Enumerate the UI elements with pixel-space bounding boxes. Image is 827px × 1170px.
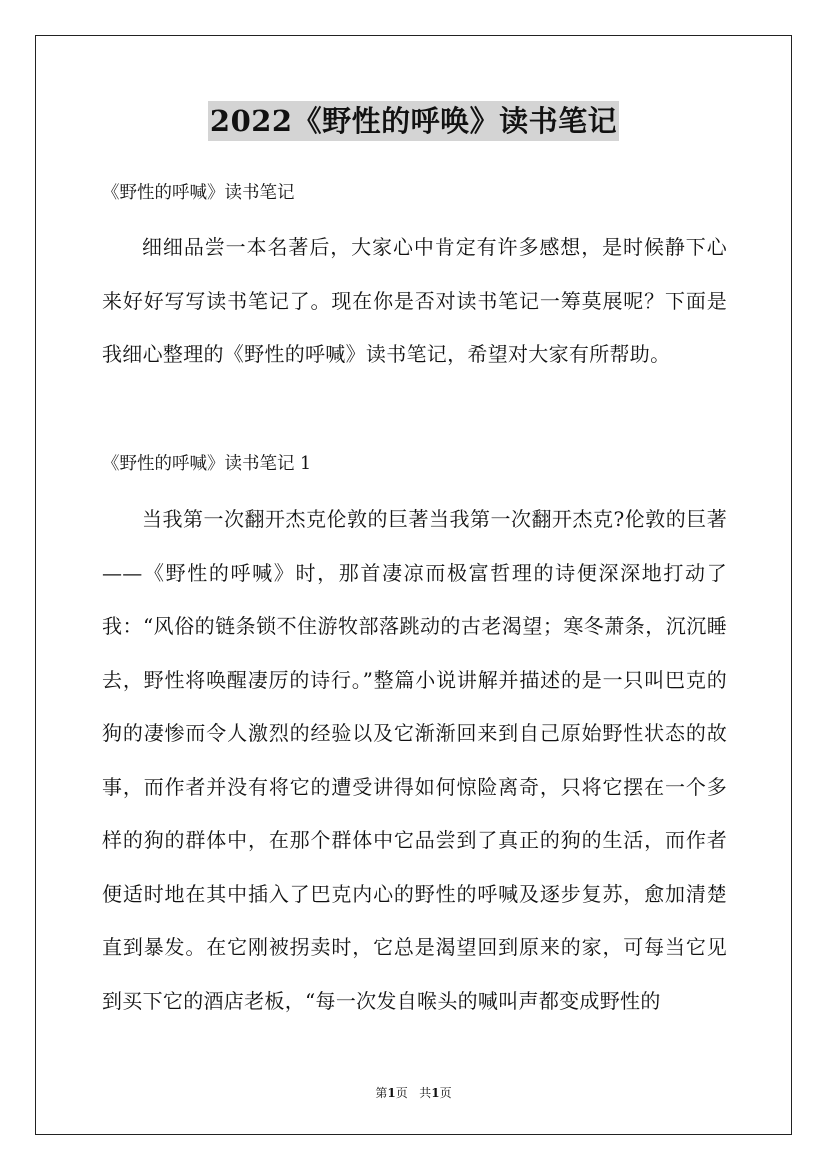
- footer-total-prefix: 共: [419, 1086, 432, 1100]
- body-paragraph: 当我第一次翻开杰克伦敦的巨著当我第一次翻开杰克?伦敦的巨著——《野性的呼喊》时，那首凄凉而极富哲理的诗便深深地打动了我：“风俗的链条锁不住游牧部落跳动的古老渴望；寒冬萧条，沉沉睡去，野性将唤醒凄厉的诗行。”整篇小说讲解并描述的是一只叫巴克的狗的凄惨而令人激烈的经验以及它渐渐回来到自己原始野性状态的故事，而作者并没有将它的遭受讲得如何惊险离奇，只将它摆在一个多样的狗的群体中，在那个群体中它品尝到了真正的狗的生活，而作者便适时地在其中插入了巴克内心的野性的呼喊及逐步复苏，愈加清楚直到暴发。在它刚被拐卖时，它总是渴望回到原来的家，可每当它见到买下它的酒店老板，“每一次发自喉头的喊叫声都变成野性的: [102, 507, 727, 1013]
- footer-page-suffix: 页: [395, 1086, 408, 1100]
- intro-paragraph: 细细品尝一本名著后，大家心中肯定有许多感想，是时候静下心来好好写写读书笔记了。现在你是否对读书笔记一筹莫展呢？下面是我细心整理的《野性的呼喊》读书笔记，希望对大家有所帮助。: [102, 235, 727, 366]
- page-footer: [0, 1084, 827, 1102]
- section-heading-note-1: 《野性的呼喊》读书笔记 1: [102, 454, 312, 474]
- footer-page-number: 1: [387, 1086, 396, 1100]
- document-title: 2022《野性的呼唤》读书笔记: [208, 101, 619, 141]
- title-container: [0, 101, 827, 141]
- footer-page-prefix: 第: [375, 1086, 388, 1100]
- footer-total-suffix: 页: [439, 1086, 452, 1100]
- section-heading-intro: 《野性的呼喊》读书笔记: [102, 183, 295, 203]
- footer-total-number: 1: [431, 1086, 440, 1100]
